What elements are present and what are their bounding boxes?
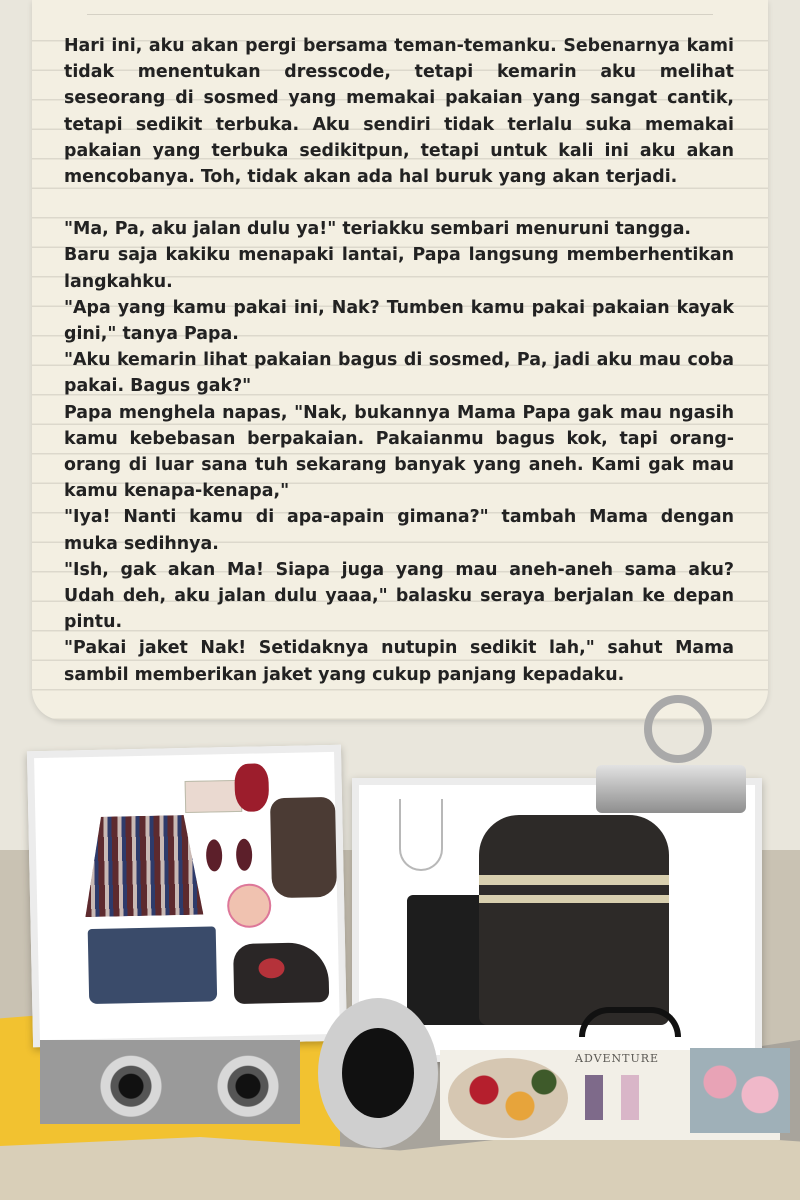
- dialogue-line: "Pakai jaket Nak! Setidaknya nutupin sedikit lah," sahut Mama sambil memberikan jaket yang cukup panjang kepadaku.: [64, 638, 734, 685]
- headband-image: [579, 1007, 681, 1037]
- paragraph-gap: [64, 190, 734, 216]
- dialogue-line: "Apa yang kamu pakai ini, Nak? Tumben kamu pakai pakaian kayak gini," tanya Papa.: [64, 297, 734, 345]
- platform-sandal-image: [233, 942, 329, 1004]
- adventure-label: ADVENTURE: [575, 1052, 660, 1065]
- leather-jacket-image: [479, 815, 669, 1025]
- lip-balm-image: [227, 883, 272, 928]
- outfit-photo-1: [27, 745, 347, 1048]
- binder-clip-ring: [644, 695, 712, 763]
- story-text: [64, 33, 734, 688]
- dialogue-line: Papa menghela napas, "Nak, bukannya Mama Papa gak mau ngasih kamu kebebasan berpakaian. Pakaianmu bagus kok, tapi orang-orang di luar sana tuh sekarang banyak yang aneh. Kami gak mau kamu kenapa-kenapa,": [64, 402, 734, 502]
- binder-clip-base: [596, 765, 746, 813]
- earring-image: [236, 839, 253, 871]
- dialogue-line: "Aku kemarin lihat pakaian bagus di sosmed, Pa, jadi aku mau coba pakai. Bagus gak?": [64, 350, 734, 397]
- dialogue-line: "Ma, Pa, aku jalan dulu ya!" teriakku sembari menuruni tangga.: [64, 219, 692, 240]
- dialogue-line: "Iya! Nanti kamu di apa-apain gimana?" tambah Mama dengan muka sedihnya.: [64, 507, 734, 554]
- fruit-bowl-image: [448, 1058, 568, 1138]
- shoulder-bag-image: [270, 797, 337, 898]
- earring-image: [206, 839, 223, 871]
- dialogue-line: "Ish, gak akan Ma! Siapa juga yang mau aneh-aneh sama aku? Udah deh, aku jalan dulu yaaa," balasku seraya berjalan ke depan pintu.: [64, 559, 734, 633]
- binder-clip-icon: [596, 695, 746, 815]
- necklace-image: [399, 799, 443, 871]
- strawberry-bottle-image: [234, 763, 269, 812]
- mouth-cutout-image: [318, 998, 438, 1148]
- dialogue-line: Baru saja kakiku menapaki lantai, Papa langsung memberhentikan langkahku.: [64, 245, 734, 292]
- cosmetics-image: [585, 1075, 675, 1120]
- lip-gloss-box-image: [185, 780, 243, 813]
- eyes-cutout-image: [40, 1040, 300, 1124]
- denim-skirt-image: [88, 926, 218, 1004]
- roses-image: [690, 1048, 790, 1133]
- story-paragraph: Hari ini, aku akan pergi bersama teman-temanku. Sebenarnya kami tidak menentukan dresscode, tetapi kemarin aku melihat seseorang di sosmed yang memakai pakaian yang sangat cantik, tetapi sedikit terbuka. Aku sendiri tidak terlalu suka memakai pakaian yang terbuka sedikitpun, tetapi untuk kali ini aku akan mencobanya. Toh, tidak akan ada hal buruk yang akan terjadi.: [64, 36, 734, 188]
- plaid-top-image: [83, 815, 203, 917]
